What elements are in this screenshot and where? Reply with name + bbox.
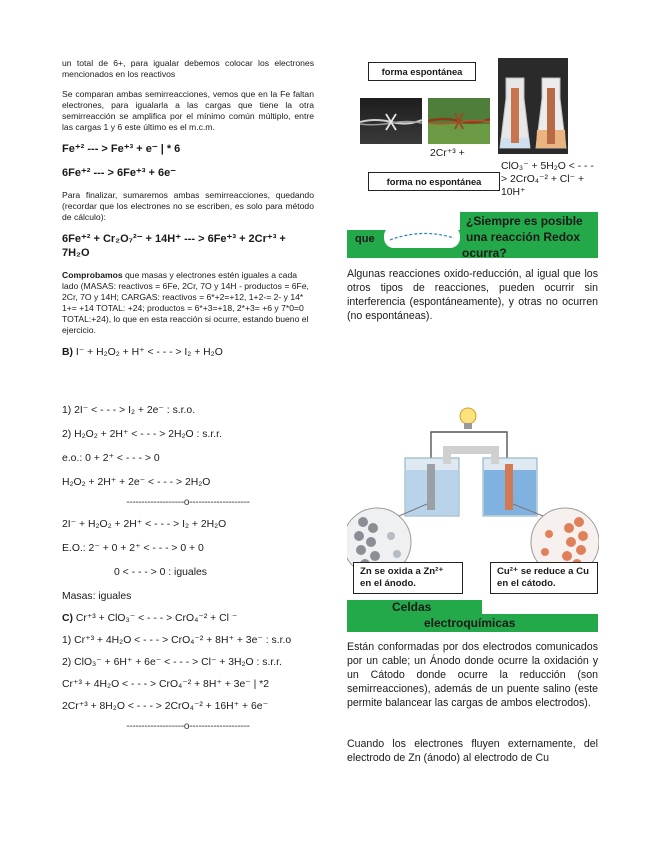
- equation: H₂O₂ + 2H⁺ + 2e⁻ < - - - > 2H₂O: [62, 477, 211, 488]
- equation-text: I⁻ + H₂O₂ + H⁺ < - - - > I₂ + H₂O: [72, 347, 223, 358]
- caption-clo3: ClO₃⁻ + 5H₂O < - - - > 2CrO₄⁻² + Cl⁻ + 10H⁺: [501, 161, 594, 198]
- nonspontaneous-box: forma no espontánea: [368, 172, 500, 191]
- spontaneous-box: forma espontánea: [368, 62, 476, 81]
- paragraph: Se comparan ambas semirreacciones, vemos que en la Fe faltan electrones, para igualarla a las cargas que tiene la otra semirreacción se amplifica por el mínimo común múltiplo, entre las cargas 1 y 6 este último es el m.c.m.: [62, 89, 314, 132]
- bold-lead: Comprobamos: [62, 270, 123, 280]
- equation: 2I⁻ + H₂O₂ + 2H⁺ < - - - > I₂ + 2H₂O: [62, 519, 227, 530]
- beakers-image: [498, 58, 568, 154]
- paragraph: Para finalizar, sumaremos ambas semirreacciones, quedando (recordar que los electrones no se escriben, es solo para método de cálculo):: [62, 190, 314, 222]
- equation: 2) H₂O₂ + 2H⁺ < - - - > 2H₂O : s.r.r.: [62, 429, 222, 440]
- section-title-1: Celdas: [392, 600, 432, 614]
- banner-line-2: una reacción Redox: [466, 230, 581, 244]
- equation: 1) Cr⁺³ + 4H₂O < - - - > CrO₄⁻² + 8H⁺ + 3e⁻ : s.r.o: [62, 635, 292, 646]
- paragraph: un total de 6+, para igualar debemos colocar los electrones mencionados en los reactivos: [62, 58, 314, 79]
- equation-text: Cr⁺³ + ClO₃⁻ < - - - > CrO₄⁻² + Cl ⁻: [72, 613, 238, 624]
- barbed-wire-image: [360, 98, 422, 144]
- equation: 6Fe⁺² --- > 6Fe⁺³ + 6e⁻: [62, 167, 177, 179]
- equation: Cr⁺³ + 4H₂O < - - - > CrO₄⁻² + 8H⁺ + 3e⁻ | *2: [62, 679, 270, 690]
- equation: Fe⁺² --- > Fe⁺³ + e⁻ | * 6: [62, 143, 181, 155]
- left-column: [62, 58, 314, 359]
- equation: [62, 612, 314, 625]
- banner-line-3: ocurra?: [462, 246, 507, 260]
- equation: 2) ClO₃⁻ + 6H⁺ + 6e⁻ < - - - > Cl⁻ + 3H₂O : s.r.r.: [62, 657, 282, 668]
- paragraph: Algunas reacciones oxido-reducción, al igual que los otros tipos de reacciones, pueden ocurrir sin interferencia (espontáneamente), y otras no ocurren (no espontáneas).: [347, 268, 598, 322]
- equation: e.o.: 0 + 2⁺ < - - - > 0: [62, 453, 160, 464]
- rusty-wire-image: [428, 98, 490, 144]
- paragraph: Están conformadas por dos electrodos comunicados por un cable; un Ánodo donde ocurre la oxidación y un Cátodo donde ocurre la reducción (son semirreacciones), además de un puente salino (este permite balancear las cargas de ambos electrodos).: [347, 641, 598, 709]
- equation: 0 < - - - > 0 : iguales: [114, 567, 207, 578]
- section-label: C): [62, 613, 73, 624]
- separator: -------------------o--------------------: [126, 721, 250, 732]
- cu-reduction-box: Cu²⁺ se reduce a Cu en el cátodo.: [490, 562, 598, 594]
- banner-line-1: ¿Siempre es posible: [466, 214, 583, 228]
- section-label: B): [62, 347, 73, 358]
- section-title-2: electroquímicas: [424, 616, 516, 630]
- equation: Masas: iguales: [62, 591, 132, 602]
- half-reactions-b: [62, 404, 314, 732]
- banner-arrow-shape: [384, 226, 460, 248]
- caption-cr: 2Cr⁺³ +: [430, 148, 465, 159]
- banner-word-que: que: [355, 233, 375, 245]
- separator: -------------------o--------------------: [126, 497, 250, 508]
- paragraph: [62, 270, 314, 336]
- paragraph: Cuando los electrones fluyen externamente, del electrodo de Zn (ánodo) al electrodo de Cu: [347, 738, 598, 764]
- equation: E.O.: 2⁻ + 0 + 2⁺ < - - - > 0 + 0: [62, 543, 204, 554]
- zn-oxidation-box: Zn se oxida a Zn²⁺ en el ánodo.: [353, 562, 463, 594]
- equation: 1) 2I⁻ < - - - > I₂ + 2e⁻ : s.r.o.: [62, 405, 196, 416]
- equation: 2Cr⁺³ + 8H₂O < - - - > 2CrO₄⁻² + 16H⁺ + 6e⁻: [62, 701, 269, 712]
- paragraph-text: que masas y electrones estén iguales a cada lado (MASAS: reactivos = 6Fe, 2Cr, 7O y 14H - productos = 6Fe, 2Cr, 7O y 14H; CARGAS: reactivos = 6*+2=+12, 1+2-= 2- y 14* 1+= +14 TOTAL: +24; productos = 6*+3=+18, 2*+3= +6 y 7*0=0 TOTAL:+24), lo que en esta reacción si ocurre, estando bueno el ejercicio.: [62, 270, 309, 335]
- equation: 6Fe⁺² + Cr₂O₇²⁻ + 14H⁺ --- > 6Fe⁺³ + 2Cr⁺³ + 7H₂O: [62, 233, 286, 259]
- equation: [62, 346, 314, 359]
